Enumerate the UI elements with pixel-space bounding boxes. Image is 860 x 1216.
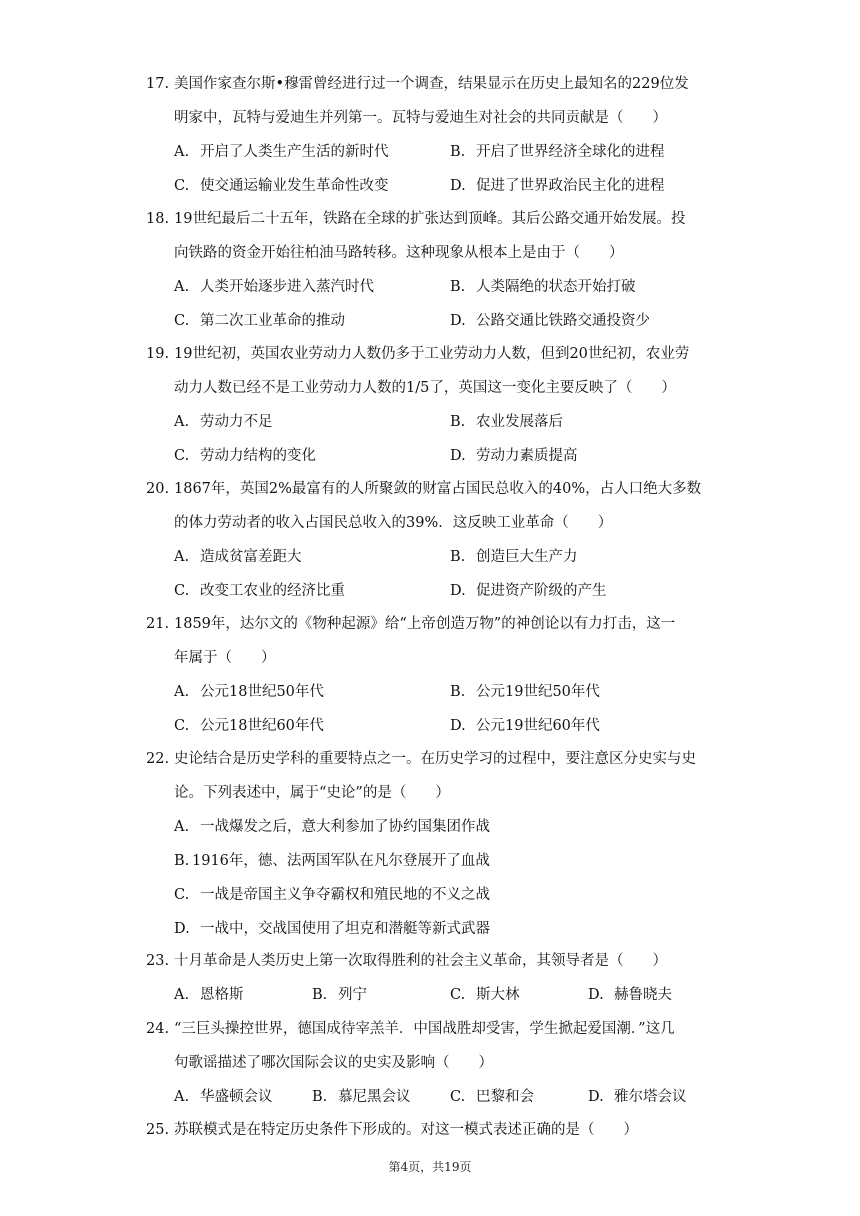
question-number: 23. bbox=[146, 953, 170, 969]
stem-line: 史论结合是历史学科的重要特点之一。在历史学习的过程中，要注意区分史实与史 bbox=[174, 751, 696, 767]
question-number: 22. bbox=[146, 751, 170, 767]
stem-line: 句歌谣描述了哪次国际会议的史实及影响（ ） bbox=[174, 1055, 493, 1071]
question-stem bbox=[146, 472, 726, 506]
option-d: D. 公路交通比铁路交通投资少 bbox=[450, 313, 650, 329]
question-19 bbox=[146, 337, 726, 473]
option-b: B. 农业发展落后 bbox=[450, 414, 563, 430]
stem-line: 向铁路的资金开始往柏油马路转移。这种现象从根本上是由于（ ） bbox=[174, 245, 624, 261]
options bbox=[146, 540, 726, 608]
stem-line: 十月革命是人类历史上第一次取得胜利的社会主义革命，其领导者是（ ） bbox=[174, 953, 667, 969]
option-c: C. 公元18世纪60年代 bbox=[174, 718, 324, 734]
question-23 bbox=[146, 944, 726, 1012]
options bbox=[146, 978, 726, 1012]
stem-line: 19世纪最后二十五年，铁路在全球的扩张达到顶峰。其后公路交通开始发展。投 bbox=[174, 211, 686, 227]
options bbox=[146, 1080, 726, 1114]
question-stem bbox=[146, 944, 726, 978]
options bbox=[146, 675, 726, 743]
option-b: B. 创造巨大生产力 bbox=[450, 549, 578, 565]
question-stem bbox=[146, 202, 726, 236]
question-20 bbox=[146, 472, 726, 608]
option-d: D. 劳动力素质提高 bbox=[450, 448, 578, 464]
option-d: D. 促进资产阶级的产生 bbox=[450, 583, 607, 599]
option-c: C. 斯大林 bbox=[450, 987, 520, 1003]
question-stem bbox=[146, 337, 726, 371]
option-b: B. 列宁 bbox=[312, 987, 367, 1003]
options bbox=[146, 405, 726, 473]
stem-line: 19世纪初，英国农业劳动力人数仍多于工业劳动力人数，但到20世纪初，农业劳 bbox=[174, 346, 690, 362]
question-stem bbox=[146, 1113, 726, 1147]
option-a: A. 恩格斯 bbox=[174, 987, 244, 1003]
question-number: 18. bbox=[146, 211, 170, 227]
question-number: 17. bbox=[146, 76, 170, 92]
stem-line: 苏联模式是在特定历史条件下形成的。对这一模式表述正确的是（ ） bbox=[174, 1122, 638, 1138]
question-stem bbox=[146, 742, 726, 776]
option-b: B. 公元19世纪50年代 bbox=[450, 684, 600, 700]
question-stem bbox=[146, 607, 726, 641]
question-number: 25. bbox=[146, 1122, 170, 1138]
options bbox=[146, 135, 726, 203]
stem-line: 美国作家查尔斯•穆雷曾经进行过一个调查，结果显示在历史上最知名的229位发 bbox=[174, 76, 689, 92]
option-d: D. 促进了世界政治民主化的进程 bbox=[450, 178, 665, 194]
option-c: C. 劳动力结构的变化 bbox=[174, 448, 316, 464]
option-a: A. 公元18世纪50年代 bbox=[174, 684, 324, 700]
option-a: A. 劳动力不足 bbox=[174, 414, 273, 430]
option-d: D. 公元19世纪60年代 bbox=[450, 718, 600, 734]
option-c: C. 巴黎和会 bbox=[450, 1089, 534, 1105]
option-d: D. 一战中，交战国使用了坦克和潜艇等新式武器 bbox=[174, 921, 490, 937]
option-c: C. 改变工农业的经济比重 bbox=[174, 583, 345, 599]
stem-line: 1859年，达尔文的《物种起源》给“上帝创造万物”的神创论以有力打击，这一 bbox=[174, 616, 676, 632]
question-17 bbox=[146, 67, 726, 203]
question-stem bbox=[146, 1012, 726, 1046]
question-number: 20. bbox=[146, 481, 170, 497]
stem-line: 明家中，瓦特与爱迪生并列第一。瓦特与爱迪生对社会的共同贡献是（ ） bbox=[174, 110, 667, 126]
stem-line: 的体力劳动者的收入占国民总收入的39%．这反映工业革命（ ） bbox=[174, 515, 613, 531]
option-d: D. 雅尔塔会议 bbox=[588, 1089, 687, 1105]
option-a: A. 开启了人类生产生活的新时代 bbox=[174, 144, 389, 160]
stem-line: 动力人数已经不是工业劳动力人数的1/5了，英国这一变化主要反映了（ ） bbox=[174, 380, 676, 396]
question-18 bbox=[146, 202, 726, 338]
question-number: 24. bbox=[146, 1021, 170, 1037]
question-number: 21. bbox=[146, 616, 170, 632]
page-footer: 第4页，共19页 bbox=[388, 1160, 472, 1174]
option-a: A. 一战爆发之后，意大利参加了协约国集团作战 bbox=[174, 819, 490, 835]
stem-line: 1867年，英国2%最富有的人所聚敛的财富占国民总收入的40%，占人口绝大多数 bbox=[174, 481, 702, 497]
option-b: B. 慕尼黑会议 bbox=[312, 1089, 411, 1105]
option-b: B. 1916年，德、法两国军队在凡尔登展开了血战 bbox=[174, 853, 490, 869]
stem-line: “三巨头操控世界，德国成待宰羔羊．中国战胜却受害，学生掀起爱国潮．”这几 bbox=[174, 1021, 675, 1037]
option-a: A. 华盛顿会议 bbox=[174, 1089, 273, 1105]
question-22 bbox=[146, 742, 726, 946]
stem-line: 论。下列表述中，属于“史论”的是（ ） bbox=[174, 785, 450, 801]
question-25 bbox=[146, 1113, 726, 1147]
options bbox=[146, 810, 726, 946]
question-21 bbox=[146, 607, 726, 743]
option-b: B. 开启了世界经济全球化的进程 bbox=[450, 144, 665, 160]
option-a: A. 人类开始逐步进入蒸汽时代 bbox=[174, 279, 374, 295]
question-number: 19. bbox=[146, 346, 170, 362]
stem-line: 年属于（ ） bbox=[174, 650, 276, 666]
options bbox=[146, 270, 726, 338]
question-stem bbox=[146, 67, 726, 101]
question-24 bbox=[146, 1012, 726, 1114]
option-a: A. 造成贫富差距大 bbox=[174, 549, 302, 565]
option-b: B. 人类隔绝的状态开始打破 bbox=[450, 279, 636, 295]
option-d: D. 赫鲁晓夫 bbox=[588, 987, 672, 1003]
option-c: C. 一战是帝国主义争夺霸权和殖民地的不义之战 bbox=[174, 887, 490, 903]
option-c: C. 使交通运输业发生革命性改变 bbox=[174, 178, 389, 194]
option-c: C. 第二次工业革命的推动 bbox=[174, 313, 345, 329]
